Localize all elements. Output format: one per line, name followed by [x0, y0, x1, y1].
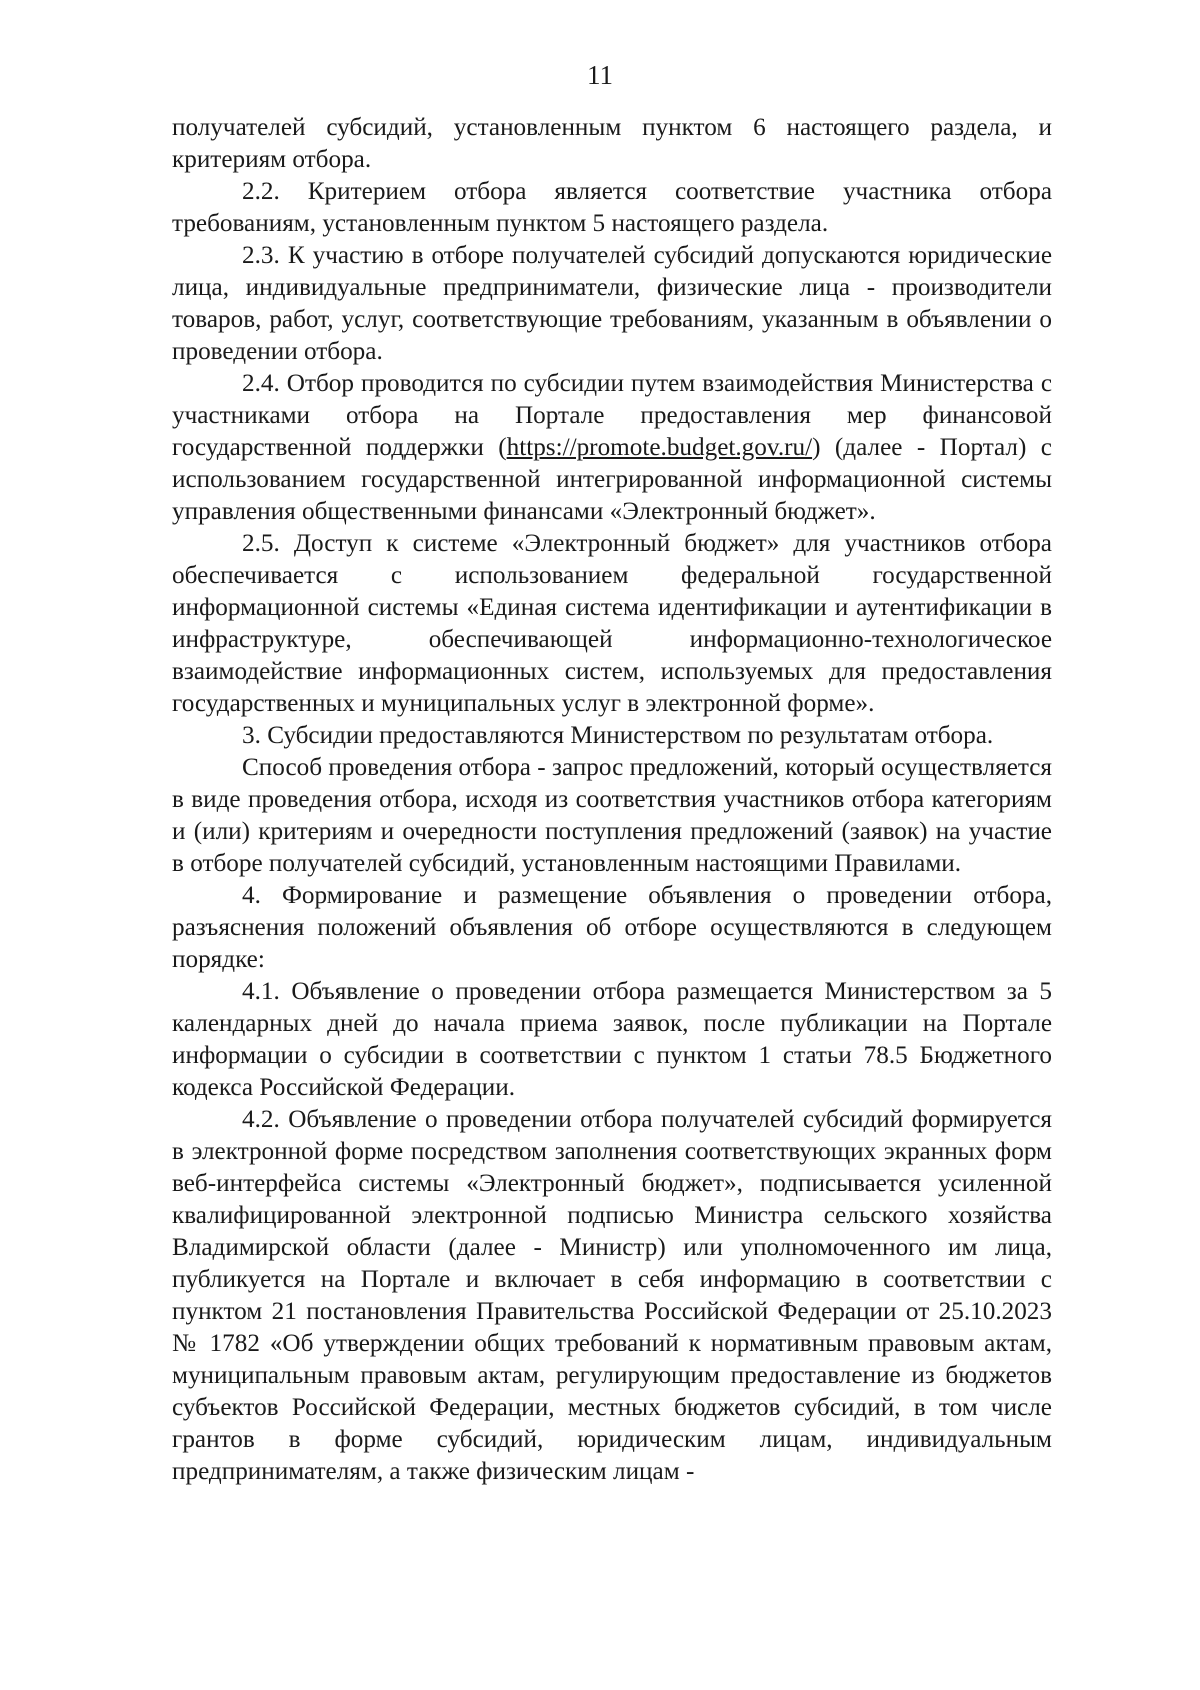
- paragraph-2-5: 2.5. Доступ к системе «Электронный бюджет» для участников отбора обеспечивается с использованием федеральной государственной информационной системы «Единая система идентификации и аутентификации в инфраструктуре, обеспечивающей информационно-технологическое взаимодействие информационных систем, используемых для предоставления государственных и муниципальных услуг в электронной форме».: [172, 530, 1052, 717]
- paragraph-continuation: получателей субсидий, установленным пунктом 6 настоящего раздела, и критериям отбора.: [172, 114, 1052, 173]
- paragraph-2-4-text-before: 2.4. Отбор проводится по субсидии путем взаимодействия Министерства с участниками отбора на Портале предоставления мер финансовой государственной поддержки (: [172, 370, 1052, 461]
- document-body: [172, 112, 1052, 1488]
- paragraph-3: 3. Субсидии предоставляются Министерством по результатам отбора.: [242, 722, 994, 749]
- paragraph-2-4: [172, 368, 1052, 528]
- paragraph-4-1: 4.1. Объявление о проведении отбора размещается Министерством за 5 календарных дней до начала приема заявок, после публикации на Портале информации о субсидии в соответствии с пунктом 1 статьи 78.5 Бюджетного кодекса Российской Федерации.: [172, 978, 1052, 1101]
- page-number: 11: [587, 60, 613, 90]
- paragraph-selection-method: Способ проведения отбора - запрос предложений, который осуществляется в виде проведения отбора, исходя из соответствия участников отбора категориям и (или) критериям и очередности поступления предложений (заявок) на участие в отборе получателей субсидий, установленным настоящими Правилами.: [172, 754, 1052, 877]
- portal-link[interactable]: https://promote.budget.gov.ru/: [506, 434, 813, 461]
- paragraph-2-3: 2.3. К участию в отборе получателей субсидий допускаются юридические лица, индивидуальные предприниматели, физические лица - производители товаров, работ, услуг, соответствующие требованиям, указанным в объявлении о проведении отбора.: [172, 242, 1052, 365]
- paragraph-2-2: 2.2. Критерием отбора является соответствие участника отбора требованиям, установленным пунктом 5 настоящего раздела.: [172, 178, 1052, 237]
- paragraph-2-4-text-after: ) (далее - Портал) с использованием государственной интегрированной информационной системы управления общественными финансами «Электронный бюджет».: [172, 434, 1052, 525]
- paragraph-4-2: 4.2. Объявление о проведении отбора получателей субсидий формируется в электронной форме посредством заполнения соответствующих экранных форм веб-интерфейса системы «Электронный бюджет», подписывается усиленной квалифицированной электронной подписью Министра сельского хозяйства Владимирской области (далее - Министр) или уполномоченного им лица, публикуется на Портале и включает в себя информацию в соответствии с пунктом 21 постановления Правительства Российской Федерации от 25.10.2023 № 1782 «Об утверждении общих требований к нормативным правовым актам, муниципальным правовым актам, регулирующим предоставление из бюджетов субъектов Российской Федерации, местных бюджетов субсидий, в том числе грантов в форме субсидий, юридическим лицам, индивидуальным предпринимателям, а также физическим лицам -: [172, 1106, 1052, 1485]
- paragraph-4: 4. Формирование и размещение объявления о проведении отбора, разъяснения положений объявления об отборе осуществляются в следующем порядке:: [172, 882, 1052, 973]
